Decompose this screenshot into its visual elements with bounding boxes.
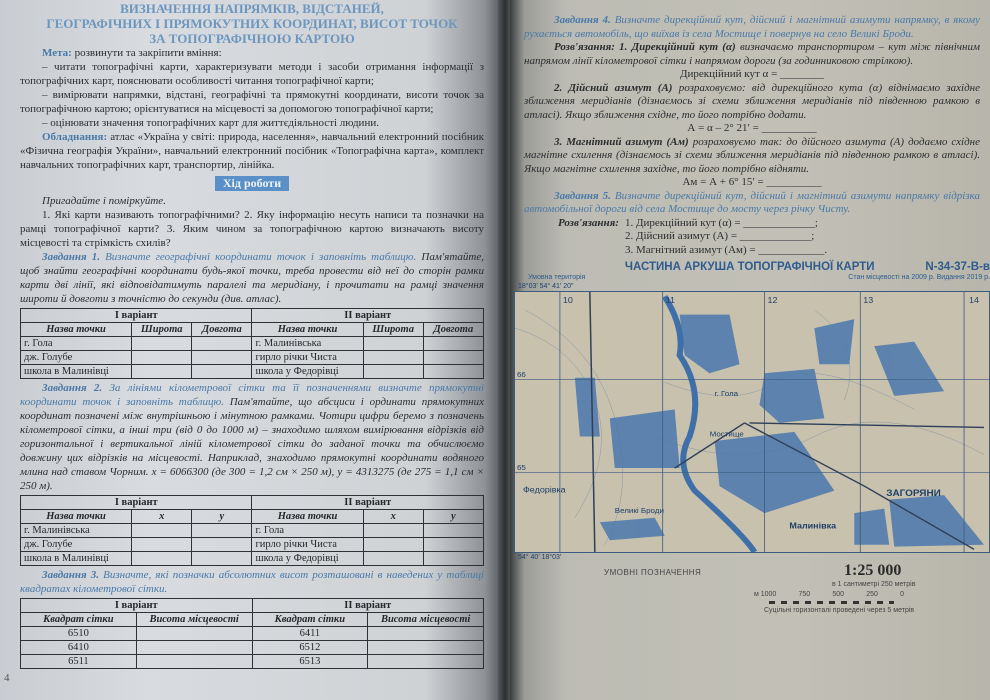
task1-note: Пам'ятайте, щоб знайти географічні координати будь-якої точки, треба провести від неї до сторін рамки карти дві лінії, які відповідатимуть паралелі та меридіану, і прочитати на рамці значення широти й довготи з точністю до секунди (див. атлас). [20, 251, 484, 305]
answer-cell[interactable] [368, 655, 484, 669]
step3-text: розраховуємо так: до дійсного азимута (А) додаємо східне магнітне схилення (дізнаємось зі схеми зближення меридіанів під південною рамкою в атласі). Якщо магнітне схилення західне, то його потрібно відняти. [524, 135, 980, 175]
place-veliki-brody: Великі Броди [614, 506, 664, 516]
table-row [21, 365, 484, 379]
column-header: y [192, 510, 252, 524]
solution-label-2: Розв'язання: [558, 216, 619, 229]
formula1: Дирекційний кут α = ________ [679, 68, 825, 80]
table-cell: дж. Голубе [21, 351, 132, 365]
step1 [524, 41, 980, 68]
scale-tick-label: 500 [832, 591, 845, 598]
answer-cell[interactable] [423, 351, 483, 365]
task2-text: За лініями кілометрової сітки та її позначеннями визначте прямокутні координати точок і заповніть таблицю. [20, 382, 485, 408]
procedure-heading: Хід роботи [215, 176, 289, 191]
map-top-right-note: Стан місцевості на 2009 р. Видання 2019 р. [848, 274, 990, 281]
step2 [524, 82, 980, 123]
task2-note: Пам'ятайте, що абсциси і ординати прямокутних координат позначені між внутрішньою і мінутною рамками. Чотири цифри беремо з позначень кілометрової сітки, а інші три (від 0 до 1000 м) – знаходимо шляхом вимірювання відрізків від горизонтальної і вертикальної ліній кілометрової сітки до заданої точки та обчислюємо довжину цих відрізків на місцевості. Наприклад, знаходимо прямокутні координати водяного млина над ставом Чорним. x = 6066300 (де 300 = 1,2 см × 250 м), y = 4313275 (де 275 = 1,1 см × 250 м). [20, 396, 484, 492]
task3-text: Визначте, які позначки абсолютних висот розташовані в наведених у таблиці квадратах кілометрової сітки. [20, 569, 485, 595]
answer-2: 2. Дійсний азимут (А) = _____________; [624, 230, 815, 242]
goal-item-1: – читати топографічні карти, характеризувати методи і засоби отримання інформації з топографічних карт, пояснювати особливості читання топографічної карти; [20, 61, 484, 87]
table-cell: г. Малинівська [21, 524, 132, 538]
step1-bold: 1. Дирекційний кут (α) [619, 41, 736, 53]
geo-coordinates-table [20, 308, 484, 379]
step3-bold: 3. Магнітний азимут (Ам) [554, 135, 689, 148]
place-mostyshche: Мостище [709, 429, 744, 439]
answer-cell[interactable] [192, 524, 252, 538]
table-row [21, 655, 484, 669]
goal-item-2: – вимірювати напрямки, відстані, географічні та прямокутні координати, висоти точок за топографічною картою; орієнтуватися на місцевості за допомогою топографічної карти; [20, 89, 484, 115]
answer-cell[interactable] [192, 351, 252, 365]
answer-cell[interactable] [132, 538, 192, 552]
table-cell: школа в Малинівці [21, 552, 132, 566]
recall-heading: Пригадайте і поміркуйте. [42, 195, 166, 207]
title-line-3: ЗА ТОПОГРАФІЧНОЮ КАРТОЮ [149, 31, 355, 46]
legend-heading: УМОВНІ ПОЗНАЧЕННЯ [604, 568, 702, 577]
answer-cell[interactable] [136, 655, 252, 669]
column-header: Назва точки [252, 510, 363, 524]
table-row [21, 552, 484, 566]
table-cell: 6511 [21, 655, 137, 669]
place-hora-hola: г. Гола [714, 389, 739, 398]
answer-cell[interactable] [363, 337, 423, 351]
place-fedorivka: Федорівка [522, 484, 566, 495]
column-header: Назва точки [252, 323, 363, 337]
grid-label-x-12: 12 [767, 295, 778, 305]
column-header: Висота місцевості [368, 613, 484, 627]
variant-header-row [21, 496, 484, 510]
map-corner-top: 18°03′ 54° 41′ 20″ [518, 283, 574, 290]
answer-cell[interactable] [363, 351, 423, 365]
answer-cell[interactable] [363, 524, 423, 538]
scale-bar [769, 601, 894, 604]
answer-cell[interactable] [368, 627, 484, 641]
map-drawing [515, 292, 989, 552]
table-cell: 6510 [21, 627, 137, 641]
step2-bold: 2. Дійсний азимут (А) [554, 81, 673, 94]
step1-text: визначаємо транспортиром – кут між північним напрямом лінії кілометрової сітки і напрямом дороги (за годинниковою стрілкою). [524, 41, 980, 67]
goal-text: розвинути та закріпити вміння: [74, 47, 222, 59]
grid-label-y-66: 66 [516, 370, 526, 379]
table-cell: 6411 [252, 627, 368, 641]
table-cell: г. Гола [21, 337, 132, 351]
column-header-row [21, 323, 484, 337]
place-malynivka: Малинівка [789, 520, 837, 531]
table-row [21, 351, 484, 365]
task5-label: Завдання 5. [554, 189, 611, 202]
equipment-label: Обладнання: [42, 131, 108, 143]
goal-label: Мета: [42, 47, 72, 59]
answer-cell[interactable] [136, 627, 252, 641]
answer-1: 1. Дирекційний кут (α) = _____________; [624, 216, 818, 229]
variant-2-header: II варіант [252, 309, 484, 323]
answer-cell[interactable] [423, 524, 483, 538]
answer-cell[interactable] [363, 538, 423, 552]
table-row [21, 627, 484, 641]
title-line-2: ГЕОГРАФІЧНИХ І ПРЯМОКУТНИХ КООРДИНАТ, ВИСОТ ТОЧОК [46, 16, 458, 31]
table-cell: гирло річки Чиста [252, 538, 363, 552]
task5-answers [524, 217, 980, 258]
column-header: x [363, 510, 423, 524]
answer-cell[interactable] [192, 552, 252, 566]
equipment-text: атлас «Україна у світі: природа, населення», навчальний електронний посібник «Фізична географія України», навчальний електронний посібник «Топографічна карта», комплект навчальних топографічних карт, транспортир, лінійка. [20, 131, 485, 171]
table-cell: школа у Федорівці [252, 552, 363, 566]
goal-item-3: – оцінювати значення топографічних карт для життєдіяльності людини. [42, 117, 379, 129]
column-header: Квадрат сітки [252, 613, 368, 627]
table-cell: 6512 [252, 641, 368, 655]
column-header: Широта [132, 323, 192, 337]
map-corner-bottom: 54° 40′ 18°03′ [518, 554, 562, 561]
answer-cell[interactable] [132, 365, 192, 379]
task2 [20, 381, 484, 493]
answer-cell[interactable] [132, 524, 192, 538]
table-cell: 6513 [252, 655, 368, 669]
title-line-1: ВИЗНАЧЕННЯ НАПРЯМКІВ, ВІДСТАНЕЙ, [120, 1, 384, 16]
answers-list [625, 217, 827, 258]
scale-ticks [754, 591, 904, 599]
equipment [20, 130, 484, 172]
map-scale: 1:25 000 [844, 562, 902, 579]
answer-cell[interactable] [192, 337, 252, 351]
answer-cell[interactable] [363, 365, 423, 379]
scale-tick-label: 250 [866, 591, 878, 598]
map-block [514, 261, 990, 632]
grid-label-x-14: 14 [969, 295, 980, 305]
variant-1-header: I варіант [21, 496, 252, 510]
column-header: Назва точки [21, 323, 132, 337]
recall-questions: 1. Які карти називають топографічними? 2. Яку інформацію несуть написи та позначки на рамці топографічної карти? 3. Яким чином за топографічною картою визначають висоту місцевості та стрімкість схилів? [20, 209, 484, 249]
column-header: Широта [363, 323, 423, 337]
task5-text: Визначте дирекційний кут, дійсний і магнітний азимути напрямку відрізка автомобільної дороги від села Мостище до мосту через річку Чисту. [524, 189, 980, 215]
formula3: Ам = А + 6° 15′ = __________ [682, 176, 822, 188]
answer-cell[interactable] [136, 641, 252, 655]
grid-label-x-13: 13 [863, 295, 874, 305]
map-header [514, 261, 990, 273]
column-header-row [21, 613, 484, 627]
topographic-map [514, 291, 990, 553]
task4 [524, 14, 980, 41]
variant-1-header: I варіант [21, 599, 253, 613]
task2-label: Завдання 2. [42, 382, 103, 394]
answer-cell[interactable] [132, 552, 192, 566]
scale-note: в 1 сантиметрі 250 метрів [832, 581, 916, 588]
task1-text: Визначте географічні координати точок і заповніть таблицю. [105, 251, 417, 263]
answer-cell[interactable] [132, 351, 192, 365]
page-number: 4 [4, 672, 10, 684]
goal [20, 46, 484, 60]
answer-cell[interactable] [132, 337, 192, 351]
task5 [524, 190, 980, 217]
table-row [21, 538, 484, 552]
table-row [21, 337, 484, 351]
table-cell: школа в Малинівці [21, 365, 132, 379]
table-cell: 6410 [21, 641, 137, 655]
map-sheet-code: N-34-37-В-в [925, 261, 990, 273]
grid-label-x-11: 11 [665, 295, 675, 305]
variant-1-header: I варіант [21, 309, 252, 323]
column-header: Квадрат сітки [21, 613, 137, 627]
column-header-row [21, 510, 484, 524]
right-page [510, 0, 990, 700]
table-cell: школа у Федорівці [252, 365, 363, 379]
solution-label: Розв'язання: [554, 41, 615, 53]
table-cell: г. Гола [252, 524, 363, 538]
variant-2-header: II варіант [252, 496, 484, 510]
variant-header-row [21, 599, 484, 613]
variant-2-header: II варіант [252, 599, 484, 613]
scale-tick-label: 0 [900, 591, 904, 598]
task4-label: Завдання 4. [554, 14, 611, 26]
task3-label: Завдання 3. [42, 569, 99, 581]
place-zahoriany: ЗАГОРЯНИ [886, 488, 941, 499]
column-header: y [423, 510, 483, 524]
answer-cell[interactable] [192, 538, 252, 552]
map-notes-row [514, 274, 990, 282]
step3 [524, 136, 980, 177]
answer-cell[interactable] [192, 365, 252, 379]
map-legend [514, 562, 990, 632]
table-cell: гирло річки Чиста [252, 351, 363, 365]
task4-text: Визначте дирекційний кут, дійсний і магнітний азимути напрямку, в якому рухається автомобіль, що виїхав із села Мостище і повернув на село Великі Броди. [524, 14, 980, 40]
answer-3: 3. Магнітний азимут (Ам) = ____________. [624, 243, 828, 256]
formula2: А = α – 2° 21′ = __________ [687, 122, 817, 134]
table-row [21, 524, 484, 538]
answer-cell[interactable] [423, 552, 483, 566]
scale-tick-label: 750 [798, 591, 811, 598]
procedure-heading-wrap [20, 174, 484, 192]
column-header: Назва точки [21, 510, 132, 524]
task3 [20, 568, 484, 596]
heights-table [20, 598, 484, 669]
task1 [20, 250, 484, 306]
scale-tick-label: м 1000 [754, 591, 777, 598]
table-cell: дж. Голубе [21, 538, 132, 552]
answer-cell[interactable] [423, 538, 483, 552]
answer-cell[interactable] [423, 365, 483, 379]
column-header: x [132, 510, 192, 524]
column-header: Висота місцевості [136, 613, 252, 627]
rect-coordinates-table [20, 495, 484, 566]
table-cell: г. Малинівська [252, 337, 363, 351]
step2-text: розраховуємо: від дирекційного кута (α) віднімаємо західне зближення меридіанів (дізнаємось зі схеми зближення меридіанів під південною рамкою в атласі). Якщо зближення східне, то його потрібно додати. [524, 81, 980, 121]
table-row [21, 641, 484, 655]
map-title: ЧАСТИНА АРКУША ТОПОГРАФІЧНОЇ КАРТИ [624, 261, 875, 273]
column-header: Довгота [423, 323, 483, 337]
column-header: Довгота [192, 323, 252, 337]
variant-header-row [21, 309, 484, 323]
grid-label-x-10: 10 [562, 295, 573, 305]
contour-note: Суцільні горизонталі проведені через 5 метрів [764, 607, 915, 614]
grid-label-y-65: 65 [516, 463, 526, 472]
map-top-left-note: Умовна територія [528, 274, 586, 281]
answer-cell[interactable] [423, 337, 483, 351]
task1-label: Завдання 1. [42, 251, 100, 263]
answer-cell[interactable] [368, 641, 484, 655]
answer-cell[interactable] [363, 552, 423, 566]
